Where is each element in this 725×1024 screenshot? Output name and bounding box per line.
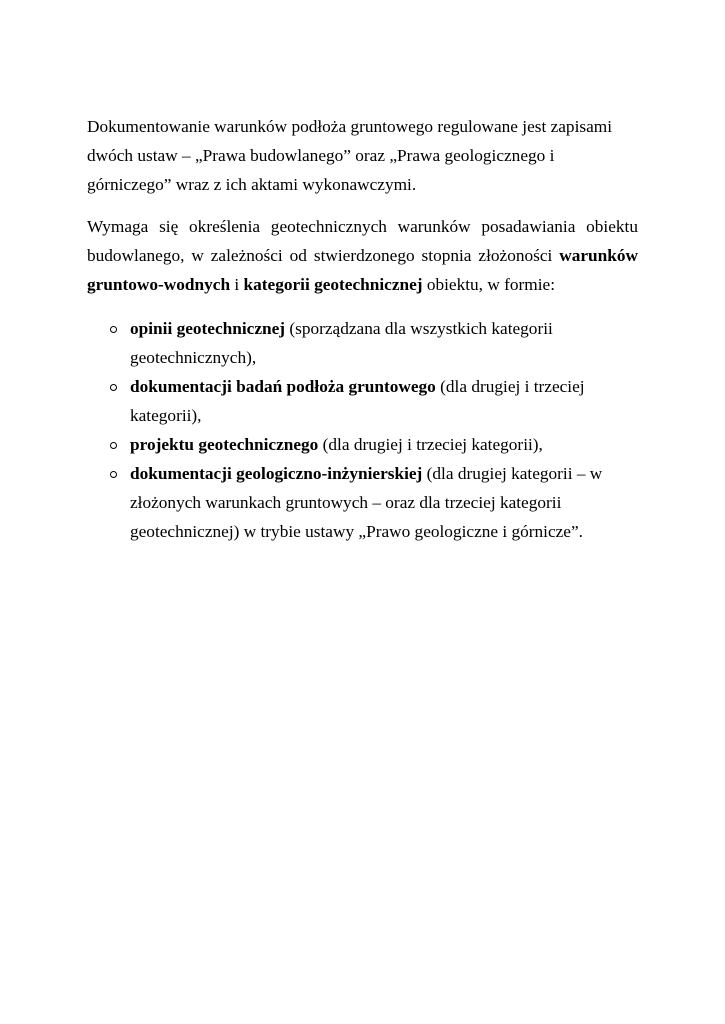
circle-bullet-icon (108, 459, 118, 488)
paragraph-requirements (87, 212, 638, 299)
bold-term-geotechnical-category: kategorii geotechnicznej (243, 275, 423, 294)
bold-term-soil-water-conditions: warunków gruntowo-wodnych (87, 246, 638, 294)
list-item-text: (sporządzana dla wszystkich kategorii geotechnicznych), (130, 319, 553, 367)
list-item (87, 314, 638, 372)
list-item-term: opinii geotechnicznej (130, 319, 286, 338)
circle-bullet-icon (108, 430, 118, 459)
list-item-text: (dla drugiej kategorii – w złożonych warunkach gruntowych – oraz dla trzeciej kategorii geotechnicznej) w trybie ustawy „Prawo geologiczne i górnicze”. (130, 464, 603, 541)
paragraph-text: Wymaga się określenia geotechnicznych warunków posadawiania obiektu budowlanego, w zależności od stwierdzonego stopnia złożoności (87, 217, 638, 265)
list-item-term: dokumentacji badań podłoża gruntowego (130, 377, 436, 396)
paragraph-text: i (230, 275, 244, 294)
document-body (87, 112, 638, 546)
list-item-text: (dla drugiej i trzeciej kategorii), (318, 435, 543, 454)
list-item (87, 459, 638, 546)
circle-bullet-icon (108, 372, 118, 401)
paragraph-legal-basis: Dokumentowanie warunków podłoża gruntowego regulowane jest zapisami dwóch ustaw – „Prawa budowlanego” oraz „Prawa geologicznego i górniczego” wraz z ich aktami wykonawczymi. (87, 117, 613, 194)
circle-bullet-icon (108, 314, 118, 343)
list-item-text: (dla drugiej i trzeciej kategorii), (130, 377, 585, 425)
list-item (87, 430, 638, 459)
list-item (87, 372, 638, 430)
paragraph-text: obiektu, w formie: (422, 275, 555, 294)
list-item-term: dokumentacji geologiczno-inżynierskiej (130, 464, 423, 483)
documentation-forms-list (87, 314, 638, 546)
list-item-term: projektu geotechnicznego (130, 435, 319, 454)
